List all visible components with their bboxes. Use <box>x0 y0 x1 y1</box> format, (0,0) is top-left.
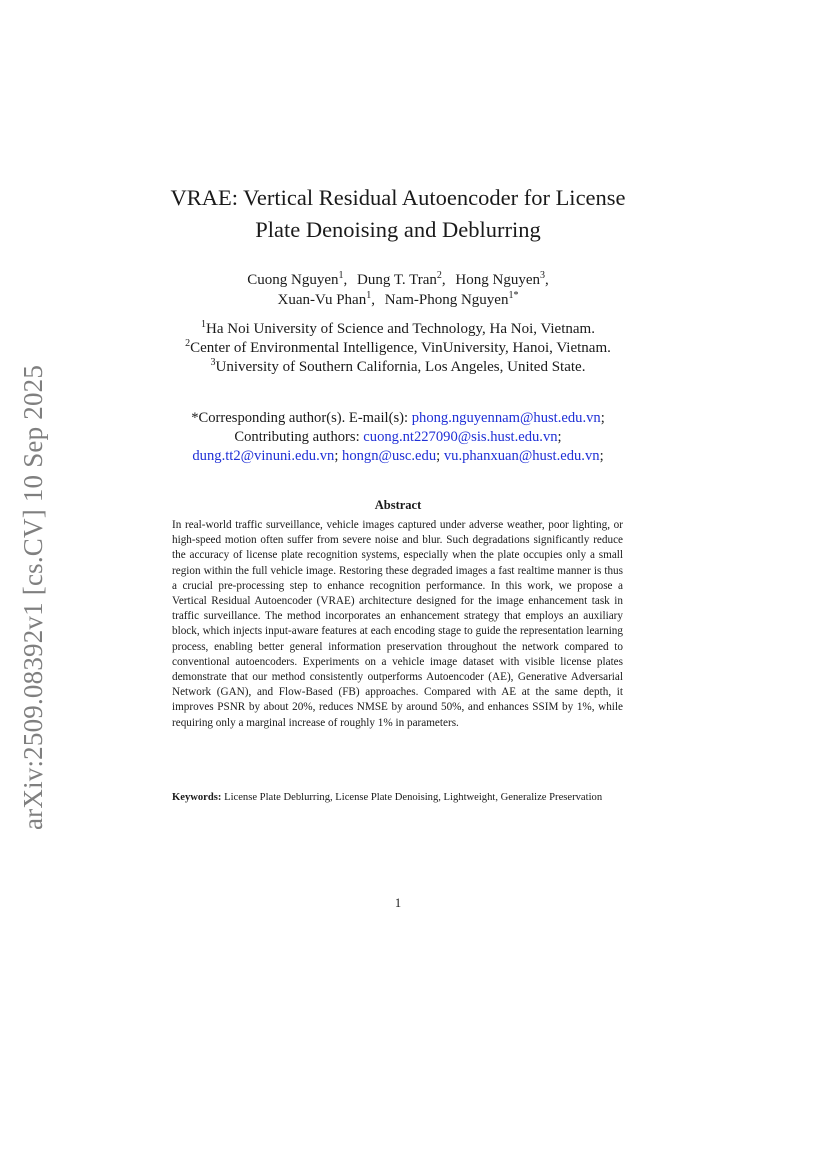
affiliation: $^2$Center of Environmental Intelligence, VinUniversity, Hanoi, Vietnam. <box>185 338 611 356</box>
page-number: 1 <box>394 896 402 910</box>
keywords-label: Keywords: <box>172 792 222 803</box>
title-line-2: Plate Denoising and Deblurring <box>255 217 541 242</box>
abstract-text: In real-world traffic surveillance, vehicle images captured under adverse weather, poor lighting, or high-speed motion often suffer from severe noise and blur. Such degradations significantly reduce the accuracy of license plate recognition systems, especially when the plate occupies only a small region within the full vehicle image. Restoring these degraded images a fast realtime manner is thus a crucial pre-processing step to enhance recognition performance. In this work, we propose a Vertical Residual Autoencoder (VRAE) architecture designed for the image enhancement task in traffic surveillance. The method incorporates an enhancement strategy that employs an auxiliary block, which injects input-aware features at each encoding stage to guide the representation learning process, enabling better general information preservation throughout the network compared to conventional autoencoders. Experiments on a vehicle image dataset with visible license plates demonstrate that our method consistently outperforms Autoencoder (AE), Generative Adversarial Network (GAN), and Flow-Based (FB) approaches. Compared with AE at the same depth, it improves PSNR by about 20%, reduces NMSE by around 50%, and enhances SSIM by 1%, while requiring only a marginal increase of roughly 1% in parameters. <box>172 519 623 729</box>
author: Nam-Phong Nguyen$^{1*}$ <box>384 290 519 308</box>
author-line-2 <box>0 290 796 310</box>
keywords <box>172 791 623 805</box>
author: Xuan-Vu Phan$^1$, <box>277 290 375 308</box>
author-list <box>0 270 796 310</box>
contributing-line-2: dung.tt2@vinuni.edu.vn; hongn@usc.edu; vu.phanxuan@hust.edu.vn; <box>192 448 604 464</box>
corresponding-label: *Corresponding author(s). E-mail(s): <box>191 410 409 426</box>
affiliation: $^3$University of Southern California, Los Angeles, United State. <box>210 357 586 375</box>
title-line-1: VRAE: Vertical Residual Autoencoder for License <box>170 185 626 210</box>
author: Hong Nguyen$^3$, <box>455 270 549 288</box>
contributing-email-link[interactable]: dung.tt2@vinuni.edu.vn <box>192 448 335 464</box>
corresponding-email-link[interactable]: phong.nguyennam@hust.edu.vn <box>411 410 601 426</box>
affiliation-list <box>0 320 796 377</box>
author: Cuong Nguyen$^1$, <box>247 270 348 288</box>
contributing-email-link[interactable]: hongn@usc.edu <box>342 448 437 464</box>
abstract-heading: Abstract <box>374 498 422 512</box>
contributing-email-link[interactable]: cuong.nt227090@sis.hust.edu.vn <box>363 429 558 445</box>
paper-title <box>0 182 796 246</box>
author: Dung T. Tran$^2$, <box>357 270 446 288</box>
keywords-text: License Plate Deblurring, License Plate Denoising, Lightweight, Generalize Preservation <box>224 792 603 803</box>
contributing-label: Contributing authors: <box>234 429 360 445</box>
author-line-1 <box>0 270 796 290</box>
contact-block <box>0 409 796 466</box>
arxiv-side-stamp: arXiv:2509.08392v1 [cs.CV] 10 Sep 2025 <box>18 364 48 830</box>
contributing-line: Contributing authors: cuong.nt227090@sis.hust.edu.vn; <box>234 429 562 445</box>
contributing-email-link[interactable]: vu.phanxuan@hust.edu.vn <box>443 448 600 464</box>
affiliation: $^1$Ha Noi University of Science and Technology, Ha Noi, Vietnam. <box>201 319 595 337</box>
corresponding-line: *Corresponding author(s). E-mail(s): phong.nguyennam@hust.edu.vn; <box>191 410 605 426</box>
